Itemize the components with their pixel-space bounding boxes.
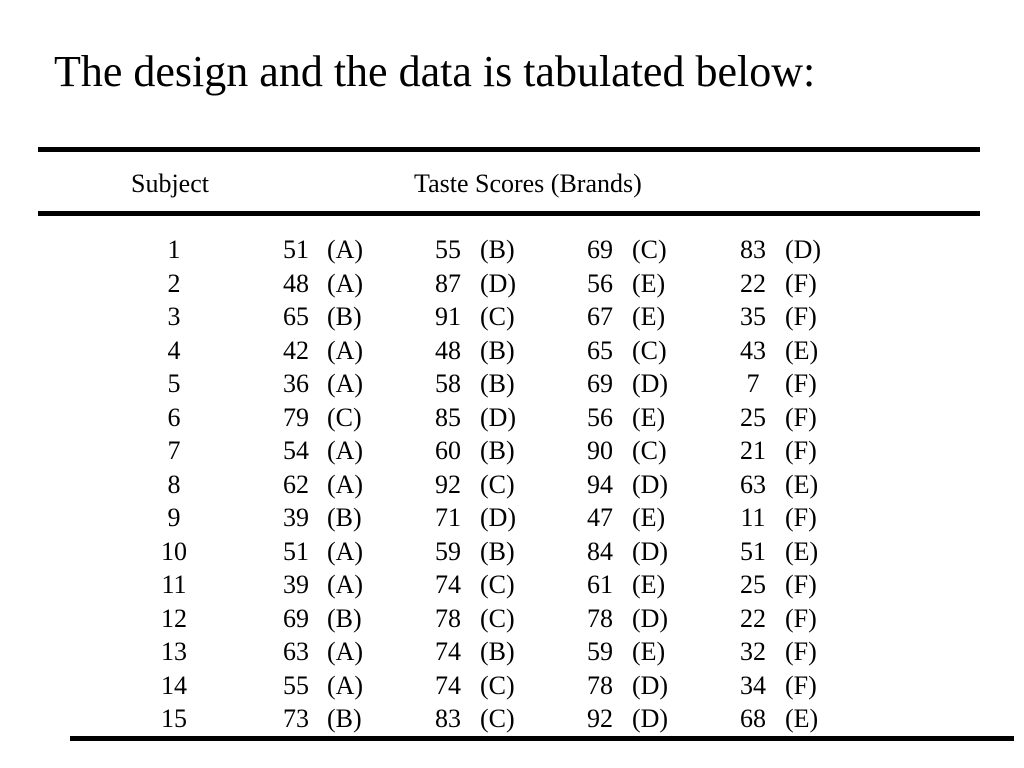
subject-number: 8 <box>167 469 181 499</box>
subject-number: 11 <box>161 570 187 599</box>
brand-label: (D) <box>632 670 669 700</box>
brand-label: (A) <box>327 469 364 499</box>
brand-label: (A) <box>327 670 364 700</box>
brand-label: (F) <box>785 436 817 465</box>
brand-label: (A) <box>327 235 364 264</box>
taste-score: 62 <box>283 469 309 499</box>
taste-score: 74 <box>435 570 461 599</box>
taste-score: 91 <box>435 302 461 331</box>
brand-label: (C) <box>632 235 667 264</box>
brand-label: (E) <box>632 637 666 666</box>
subject-number: 7 <box>167 436 181 465</box>
brand-label: (C) <box>480 670 515 700</box>
table-row <box>0 401 1024 435</box>
subject-number: 1 <box>167 235 181 264</box>
brand-label: (F) <box>785 369 817 398</box>
table-header-rule <box>38 211 980 216</box>
taste-score: 61 <box>587 570 613 599</box>
table-bottom-rule <box>70 736 1014 741</box>
brand-label: (F) <box>785 302 817 331</box>
subject-number: 15 <box>161 704 187 733</box>
brand-label: (B) <box>480 235 515 264</box>
taste-score: 39 <box>283 570 309 599</box>
subject-number: 5 <box>167 369 181 398</box>
taste-score: 56 <box>587 268 613 298</box>
taste-score: 48 <box>283 268 309 298</box>
brand-label: (E) <box>632 302 666 331</box>
taste-score: 51 <box>740 536 766 566</box>
brand-label: (C) <box>632 335 667 365</box>
table-row <box>0 602 1024 636</box>
table-row <box>0 535 1024 569</box>
brand-label: (F) <box>785 570 817 599</box>
column-header-taste-scores: Taste Scores (Brands) <box>414 169 642 198</box>
taste-score: 85 <box>435 402 461 432</box>
taste-score: 92 <box>435 469 461 499</box>
taste-score: 25 <box>740 402 766 432</box>
brand-label: (D) <box>632 369 669 398</box>
brand-label: (A) <box>327 570 364 599</box>
taste-score: 73 <box>283 704 309 733</box>
taste-score: 36 <box>283 369 309 398</box>
brand-label: (F) <box>785 402 817 432</box>
taste-score: 74 <box>435 670 461 700</box>
taste-score: 42 <box>283 335 309 365</box>
brand-label: (D) <box>632 603 669 633</box>
taste-score: 92 <box>587 704 613 733</box>
taste-score: 34 <box>740 670 766 700</box>
taste-score: 43 <box>740 335 766 365</box>
brand-label: (B) <box>327 503 362 532</box>
brand-label: (A) <box>327 369 364 398</box>
taste-score: 78 <box>587 603 613 633</box>
table-row <box>0 635 1024 669</box>
taste-score: 55 <box>283 670 309 700</box>
brand-label: (E) <box>632 570 666 599</box>
taste-score: 78 <box>587 670 613 700</box>
subject-number: 12 <box>161 603 187 633</box>
table-row <box>0 267 1024 301</box>
taste-score: 69 <box>283 603 309 633</box>
subject-number: 3 <box>167 302 181 331</box>
brand-label: (F) <box>785 670 817 700</box>
taste-score: 35 <box>740 302 766 331</box>
taste-score: 7 <box>746 369 760 398</box>
subject-number: 10 <box>161 536 187 566</box>
brand-label: (C) <box>480 469 515 499</box>
taste-score: 48 <box>435 335 461 365</box>
brand-label: (B) <box>480 369 515 398</box>
brand-label: (E) <box>785 536 819 566</box>
taste-score: 90 <box>587 436 613 465</box>
brand-label: (E) <box>785 335 819 365</box>
brand-label: (D) <box>785 235 822 264</box>
brand-label: (B) <box>480 637 515 666</box>
brand-label: (B) <box>480 536 515 566</box>
subject-number: 4 <box>167 335 181 365</box>
taste-score: 56 <box>587 402 613 432</box>
taste-score: 25 <box>740 570 766 599</box>
subject-number: 6 <box>167 402 181 432</box>
subject-number: 13 <box>161 637 187 666</box>
brand-label: (F) <box>785 637 817 666</box>
brand-label: (D) <box>632 469 669 499</box>
page-title: The design and the data is tabulated below: <box>54 47 816 96</box>
table-row <box>0 669 1024 703</box>
taste-score: 51 <box>283 235 309 264</box>
taste-score: 67 <box>587 302 613 331</box>
brand-label: (B) <box>480 335 515 365</box>
taste-score: 63 <box>283 637 309 666</box>
brand-label: (E) <box>785 469 819 499</box>
table-row <box>0 568 1024 602</box>
taste-score: 79 <box>283 402 309 432</box>
taste-score: 83 <box>740 235 766 264</box>
taste-score: 59 <box>435 536 461 566</box>
subject-number: 2 <box>167 268 181 298</box>
brand-label: (C) <box>480 302 515 331</box>
brand-label: (B) <box>327 603 362 633</box>
taste-score: 69 <box>587 369 613 398</box>
taste-score: 84 <box>587 536 613 566</box>
brand-label: (F) <box>785 603 817 633</box>
table-row <box>0 334 1024 368</box>
taste-score: 65 <box>283 302 309 331</box>
taste-score: 71 <box>435 503 461 532</box>
brand-label: (F) <box>785 503 817 532</box>
taste-score: 32 <box>740 637 766 666</box>
brand-label: (C) <box>480 570 515 599</box>
taste-score: 78 <box>435 603 461 633</box>
taste-score: 55 <box>435 235 461 264</box>
brand-label: (E) <box>632 402 666 432</box>
taste-score: 69 <box>587 235 613 264</box>
column-header-subject: Subject <box>131 169 209 198</box>
table-row <box>0 233 1024 267</box>
brand-label: (E) <box>785 704 819 733</box>
brand-label: (A) <box>327 637 364 666</box>
taste-score: 51 <box>283 536 309 566</box>
brand-label: (D) <box>480 503 517 532</box>
taste-score: 54 <box>283 436 309 465</box>
taste-score: 63 <box>740 469 766 499</box>
brand-label: (C) <box>327 402 362 432</box>
brand-label: (D) <box>480 268 517 298</box>
table-row <box>0 702 1024 736</box>
brand-label: (D) <box>632 536 669 566</box>
table-row <box>0 434 1024 468</box>
brand-label: (E) <box>632 503 666 532</box>
brand-label: (E) <box>632 268 666 298</box>
taste-score: 58 <box>435 369 461 398</box>
taste-score: 83 <box>435 704 461 733</box>
subject-number: 9 <box>167 503 181 532</box>
taste-score: 87 <box>435 268 461 298</box>
table-row <box>0 468 1024 502</box>
taste-score: 21 <box>740 436 766 465</box>
brand-label: (B) <box>327 704 362 733</box>
table-top-rule <box>38 147 980 152</box>
brand-label: (C) <box>480 704 515 733</box>
brand-label: (A) <box>327 436 364 465</box>
taste-score: 74 <box>435 637 461 666</box>
brand-label: (B) <box>327 302 362 331</box>
taste-score: 11 <box>740 503 766 532</box>
brand-label: (C) <box>480 603 515 633</box>
brand-label: (A) <box>327 335 364 365</box>
brand-label: (A) <box>327 536 364 566</box>
taste-score: 60 <box>435 436 461 465</box>
brand-label: (F) <box>785 268 817 298</box>
brand-label: (D) <box>480 402 517 432</box>
taste-score: 59 <box>587 637 613 666</box>
taste-score: 94 <box>587 469 613 499</box>
brand-label: (B) <box>480 436 515 465</box>
brand-label: (D) <box>632 704 669 733</box>
table-row <box>0 300 1024 334</box>
table-body <box>0 233 1024 736</box>
taste-score: 22 <box>740 603 766 633</box>
brand-label: (C) <box>632 436 667 465</box>
taste-score: 68 <box>740 704 766 733</box>
table-row <box>0 501 1024 535</box>
taste-score: 47 <box>587 503 613 532</box>
brand-label: (A) <box>327 268 364 298</box>
taste-score: 22 <box>740 268 766 298</box>
taste-score: 65 <box>587 335 613 365</box>
taste-score: 39 <box>283 503 309 532</box>
table-row <box>0 367 1024 401</box>
subject-number: 14 <box>161 670 187 700</box>
